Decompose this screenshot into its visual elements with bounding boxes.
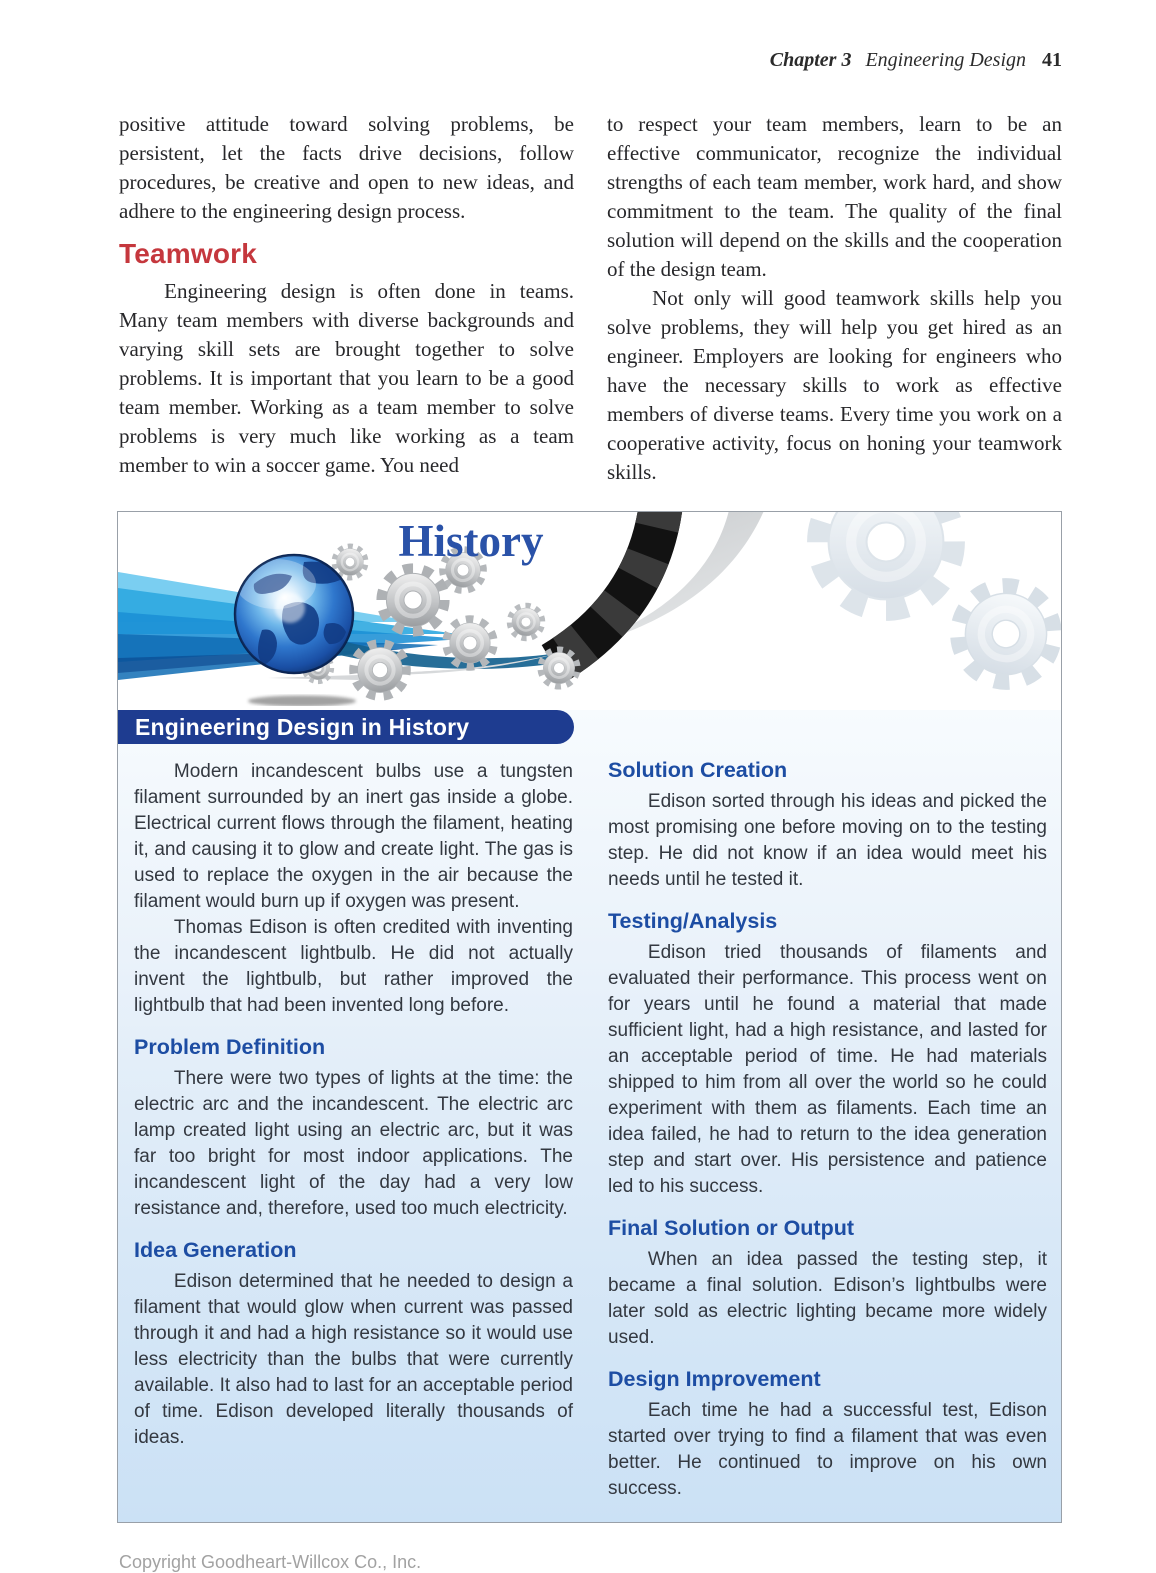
gear-icon — [818, 512, 953, 610]
right-column — [607, 110, 1062, 487]
copyright-notice: Copyright Goodheart-Willcox Co., Inc. — [119, 1552, 422, 1572]
globe-shadow — [248, 696, 356, 707]
left-continuation-paragraph: positive attitude toward solving problems, be persistent, let the facts drive decisions, follow procedures, be creative and open to new ideas, and adhere to the engineering design process. — [119, 112, 574, 223]
filmstrip-swoosh — [553, 512, 661, 664]
heading-idea-generation: Idea Generation — [134, 1238, 297, 1262]
history-banner-title: History — [398, 516, 544, 566]
body-idea-generation: Edison determined that he needed to design a filament that would glow when current was passed through it and had a high resistance so it would use less electricity than the bulbs that were currently available. It also had to last for an acceptable period of time. Edison developed literally thousands of ideas. — [134, 1271, 573, 1448]
running-head — [0, 0, 1156, 72]
body-design-improvement: Each time he had a successful test, Edison started over trying to find a filament that was even better. He continued to improve on his own success. — [608, 1400, 1047, 1499]
heading-testing-analysis: Testing/Analysis — [608, 909, 778, 933]
box-left-column — [134, 750, 573, 1502]
box-intro-paragraph-1: Modern incandescent bulbs use a tungsten filament surrounded by an inert gas inside a globe. Electrical current flows through the filament, heating it, and causing it to glow and create light. The gas is used to replace the oxygen in the air because the filament would burn up if oxygen was present. — [134, 761, 573, 912]
body-testing-analysis: Edison tried thousands of filaments and evaluated their performance. This process went on for years until he found a material that made sufficient light, had a high resistance, and lasted for an acceptable period of time. He had materials shipped to him from all over the world so he could experiment with them as filaments. Each time an idea failed, he had to return to the idea generation step and start over. His persistence and patience led to his success. — [608, 942, 1047, 1197]
light-gear-cluster — [818, 512, 1061, 692]
page-number: 41 — [1042, 49, 1062, 71]
right-continuation-paragraph: to respect your team members, learn to be an effective communicator, recognize the individual strengths of each team member, work hard, and show commitment to the team. The quality of the final solution will depend on the skills and the cooperation of the design team. — [607, 112, 1062, 281]
intro-text-columns — [0, 72, 1156, 487]
box-right-column — [608, 750, 1047, 1502]
left-column — [119, 110, 574, 487]
book-title: Engineering Design — [865, 49, 1026, 71]
heading-problem-definition: Problem Definition — [134, 1035, 326, 1059]
history-banner — [118, 512, 1061, 706]
box-intro-paragraph-2: Thomas Edison is often credited with inventing the incandescent lightbulb. He did not actually invent the lightbulb, but rather improved the lightbulb that had been invented long before. — [134, 917, 573, 1016]
history-feature-box — [117, 511, 1062, 1523]
heading-solution-creation: Solution Creation — [608, 758, 788, 782]
body-solution-creation: Edison sorted through his ideas and picked the most promising one before moving on to the testing step. He did not know if an idea would meet his needs until he tested it. — [608, 791, 1047, 890]
gear-icon — [948, 576, 1061, 692]
gear-icon — [506, 602, 547, 643]
body-final-solution: When an idea passed the testing step, it became a final solution. Edison’s lightbulbs were later sold as electric lighting became more widely used. — [608, 1249, 1047, 1348]
body-problem-definition: There were two types of lights at the time: the electric arc and the incandescent. The electric arc lamp created light using an electric arc, but it was far too bright for most indoor applications. The incandescent light of the day had a very low resistance and, therefore, used too much electricity. — [134, 1068, 573, 1219]
chapter-label: Chapter 3 — [769, 49, 852, 71]
history-box-body — [118, 710, 1061, 1522]
banner-artwork — [118, 512, 1061, 706]
heading-design-improvement: Design Improvement — [608, 1367, 821, 1391]
teamwork-paragraph: Engineering design is often done in teams. Many team members with diverse backgrounds and varying skill sets are brought together to solve problems. It is important that you learn to be a good team member. Working as a team member to solve problems is very much like working as a team member to win a soccer game. You need — [119, 279, 574, 477]
section-banner-label: Engineering Design in History — [135, 713, 470, 740]
globe-icon — [234, 554, 354, 674]
teamwork-heading: Teamwork — [119, 238, 258, 269]
right-paragraph-2: Not only will good teamwork skills help you solve problems, they will help you get hired as an engineer. Employers are looking for engineers who have the necessary skills to work as effective members of diverse teams. Every time you work on a cooperative activity, focus on honing your teamwork skills. — [607, 286, 1062, 484]
section-banner — [118, 710, 574, 744]
heading-final-solution: Final Solution or Output — [608, 1216, 855, 1240]
gear-icon — [350, 640, 410, 700]
